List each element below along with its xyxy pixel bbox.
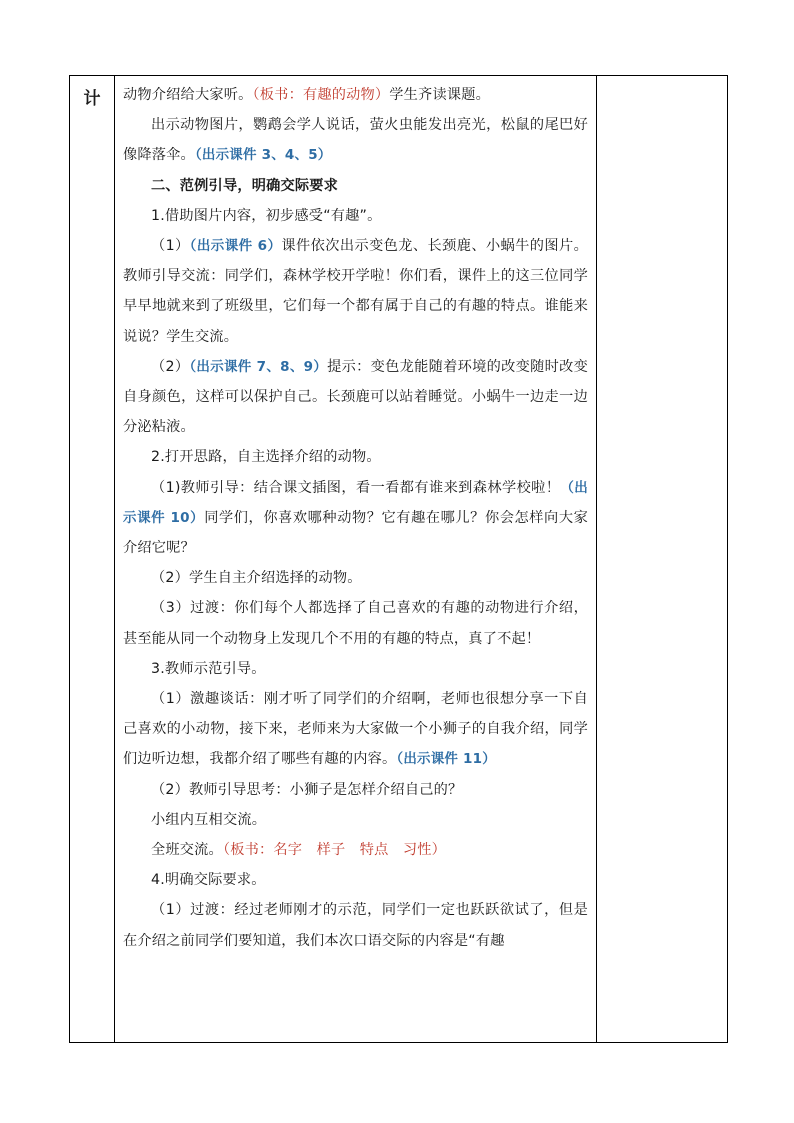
paragraph: 动物介绍给大家听。（板书：有趣的动物）学生齐读课题。 [123,87,490,103]
table-row [70,76,728,1043]
paragraph: （1）激趣谈话：刚才听了同学们的介绍啊，老师也很想分享一下自己喜欢的小动物，接下来，老师来为大家做一个小狮子的自我介绍，同学们边听边想，我都介绍了哪些有趣的内容。（出示课件 11） [123,691,588,768]
board-note: （板书：名字 样子 特点 习性） [222,842,447,859]
subheading: 1.借助图片内容，初步感受“有趣”。 [151,207,382,224]
paragraph: 出示动物图片，鹦鹉会学人说话，萤火虫能发出亮光，松鼠的尾巴好像降落伞。（出示课件 3、4、5） [123,117,588,164]
subheading: 2.打开思路，自主选择介绍的动物。 [151,449,381,466]
paragraph: （2）学生自主介绍选择的动物。 [151,570,362,587]
subheading: 4.明确交际要求。 [151,872,266,889]
courseware-note: （出示课件 10） [123,479,588,526]
paragraph: （2）教师引导思考：小狮子是怎样介绍自己的？ [151,781,463,798]
paragraph: （1）过渡：经过老师刚才的示范，同学们一定也跃跃欲试了，但是在介绍之前同学们要知道，我们本次口语交际的内容是“有趣 [123,902,588,949]
courseware-note: （出示课件 11） [396,751,496,768]
section-label-cell [70,76,115,1043]
paragraph: （1）（出示课件 6）课件依次出示变色龙、长颈鹿、小蜗牛的图片。教师引导交流：同学们，森林学校开学啦！你们看，课件上的这三位同学早早地就来到了班级里，它们每一个都有属于自己的有趣的特点。谁能来说说？学生交流。 [123,238,588,345]
teaching-process-cell [115,76,597,1043]
paragraph: 小组内互相交流。 [151,811,267,828]
section-label: 计 [83,89,101,109]
paragraph: （2）（出示课件 7、8、9）提示：变色龙能随着环境的改变随时改变自身颜色，这样可以保护自己。长颈鹿可以站着睡觉。小蜗牛一边走一边分泌粘液。 [123,358,588,436]
courseware-note: （出示课件 3、4、5） [194,147,332,164]
board-note: （板书：有趣的动物） [252,87,390,103]
teaching-process-text [115,76,596,956]
subheading: 3.教师示范引导。 [151,660,266,677]
courseware-note: （出示课件 6） [189,238,282,255]
paragraph: 全班交流。（板书：名字 样子 特点 习性） [151,842,447,859]
paragraph: （3）过渡：你们每个人都选择了自己喜欢的有趣的动物进行介绍，甚至能从同一个动物身上发现几个不用的有趣的特点，真了不起！ [123,600,588,647]
paragraph: （1)教师引导：结合课文插图，看一看都有谁来到森林学校啦！（出示课件 10）同学们，你喜欢哪种动物？它有趣在哪儿？你会怎样向大家介绍它呢？ [123,479,588,557]
lesson-plan-table [69,75,728,1043]
notes-cell [597,76,728,1043]
courseware-note: （出示课件 7、8、9） [189,358,328,375]
section-heading: 二、范例引导，明确交际要求 [151,177,339,194]
